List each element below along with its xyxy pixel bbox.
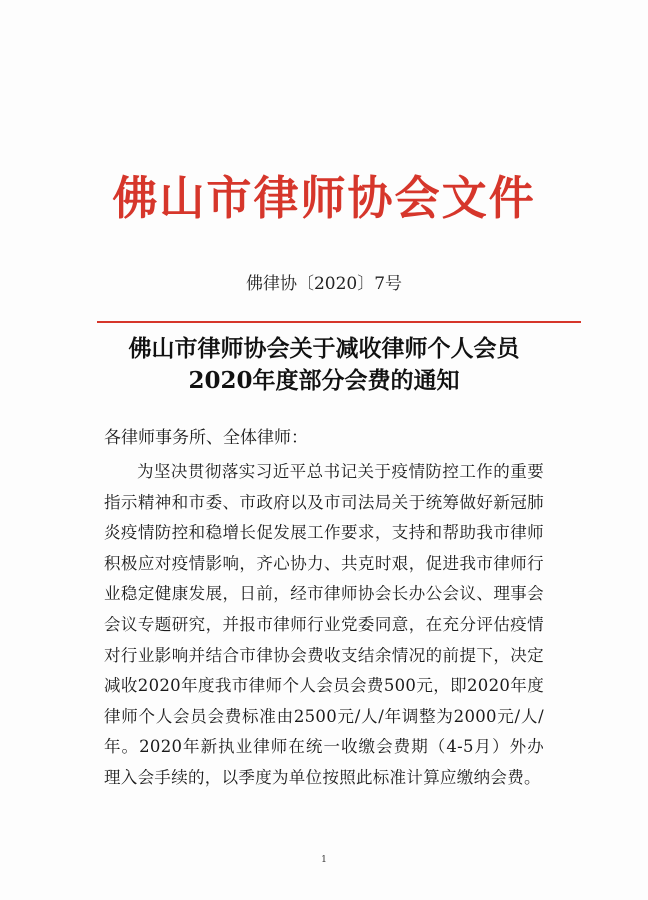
- notice-title-line2: 2020年度部分会费的通知: [188, 367, 460, 394]
- salutation: 各律师事务所、全体律师：: [104, 428, 308, 448]
- page-number: 1: [321, 855, 327, 865]
- org-header-title: 佛山市律师协会文件: [112, 171, 536, 225]
- notice-title: [0, 333, 648, 397]
- notice-title-line1: 佛山市律师协会关于减收律师个人会员: [128, 335, 520, 362]
- red-divider-line: [97, 321, 581, 323]
- notice-body-paragraph: 为坚决贯彻落实习近平总书记关于疫情防控工作的重要指示精神和市委、市政府以及市司法局关于统筹做好新冠肺炎疫情防控和稳增长促发展工作要求，支持和帮助我市律师积极应对疫情影响，齐心协力、共克时艰，促进我市律师行业稳定健康发展，日前，经市律师协会长办公会议、理事会会议专题研究，并报市律师行业党委同意，在充分评估疫情对行业影响并结合市律协会费收支结余情况的前提下，决定减收2020年度我市律师个人会员会费500元，即2020年度律师个人会员会费标准由2500元/人/年调整为2000元/人/年。2020年新执业律师在统一收缴会费期（4-5月）外办理入会手续的，以季度为单位按照此标准计算应缴纳会费。: [104, 462, 544, 787]
- document-number: 佛律协〔2020〕7号: [245, 274, 403, 294]
